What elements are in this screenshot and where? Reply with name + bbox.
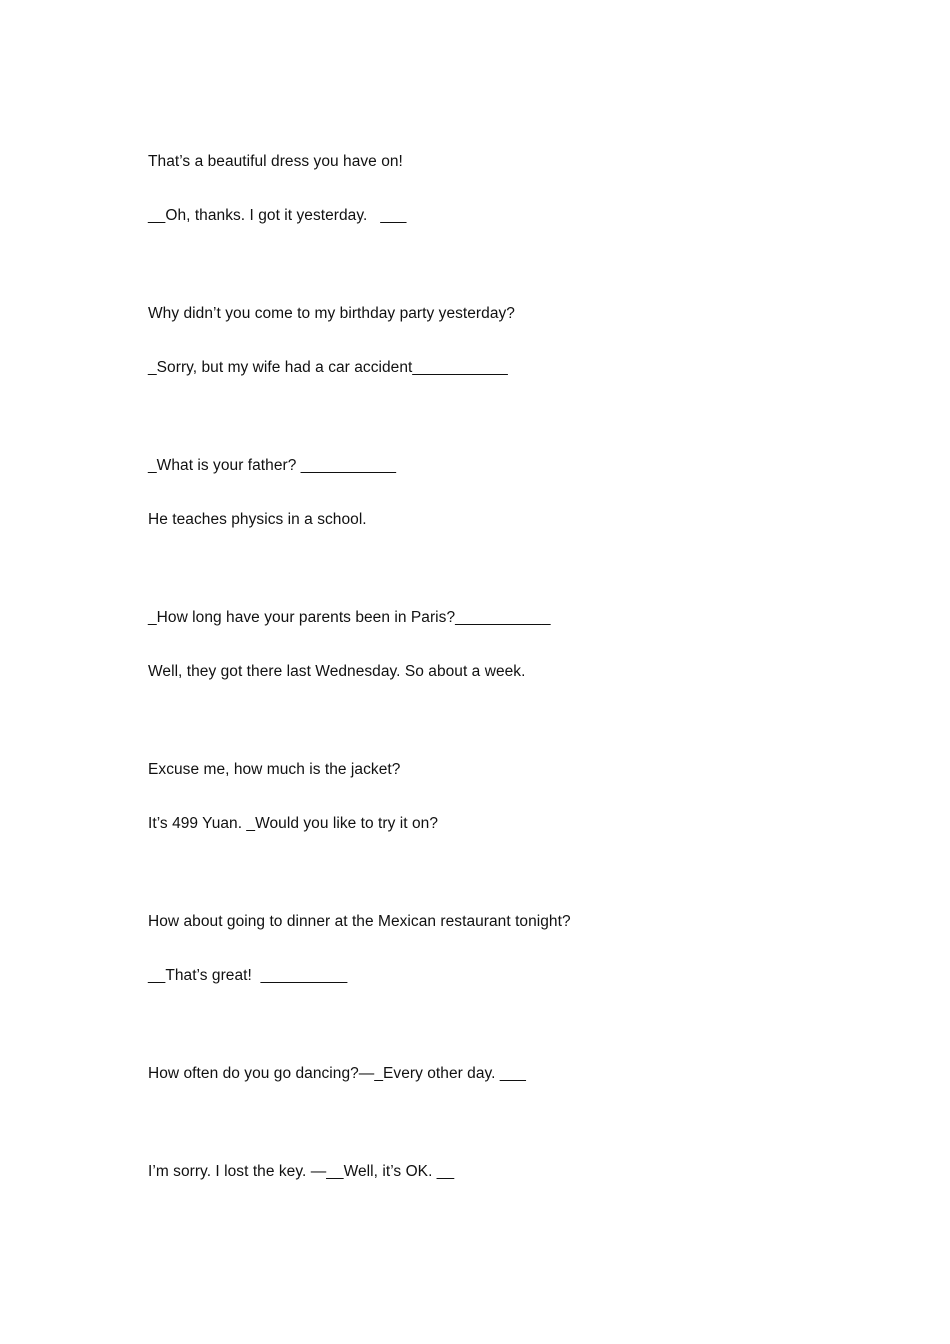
dialogue-line-1: That’s a beautiful dress you have on! — [148, 153, 403, 170]
dialogue-line-5: _What is your father? ___________ — [148, 457, 397, 474]
dialogue-line-6: He teaches physics in a school. — [148, 511, 367, 528]
dialogue-line-10: It’s 499 Yuan. _Would you like to try it on? — [148, 815, 438, 832]
dialogue-line-7: _How long have your parents been in Paris?___________ — [148, 609, 551, 626]
dialogue-line-11: How about going to dinner at the Mexican restaurant tonight? — [148, 913, 571, 930]
dialogue-line-13: How often do you go dancing?—_Every other day. ___ — [148, 1065, 526, 1082]
dialogue-line-14: I’m sorry. I lost the key. —__Well, it’s OK. __ — [148, 1163, 455, 1180]
dialogue-line-8: Well, they got there last Wednesday. So about a week. — [148, 663, 526, 680]
dialogue-line-12: __That’s great! __________ — [148, 967, 348, 984]
dialogue-line-2: __Oh, thanks. I got it yesterday. ___ — [148, 207, 407, 224]
dialogue-line-4: _Sorry, but my wife had a car accident___________ — [148, 359, 508, 376]
dialogue-line-3: Why didn’t you come to my birthday party yesterday? — [148, 305, 515, 322]
dialogue-line-9: Excuse me, how much is the jacket? — [148, 761, 401, 778]
